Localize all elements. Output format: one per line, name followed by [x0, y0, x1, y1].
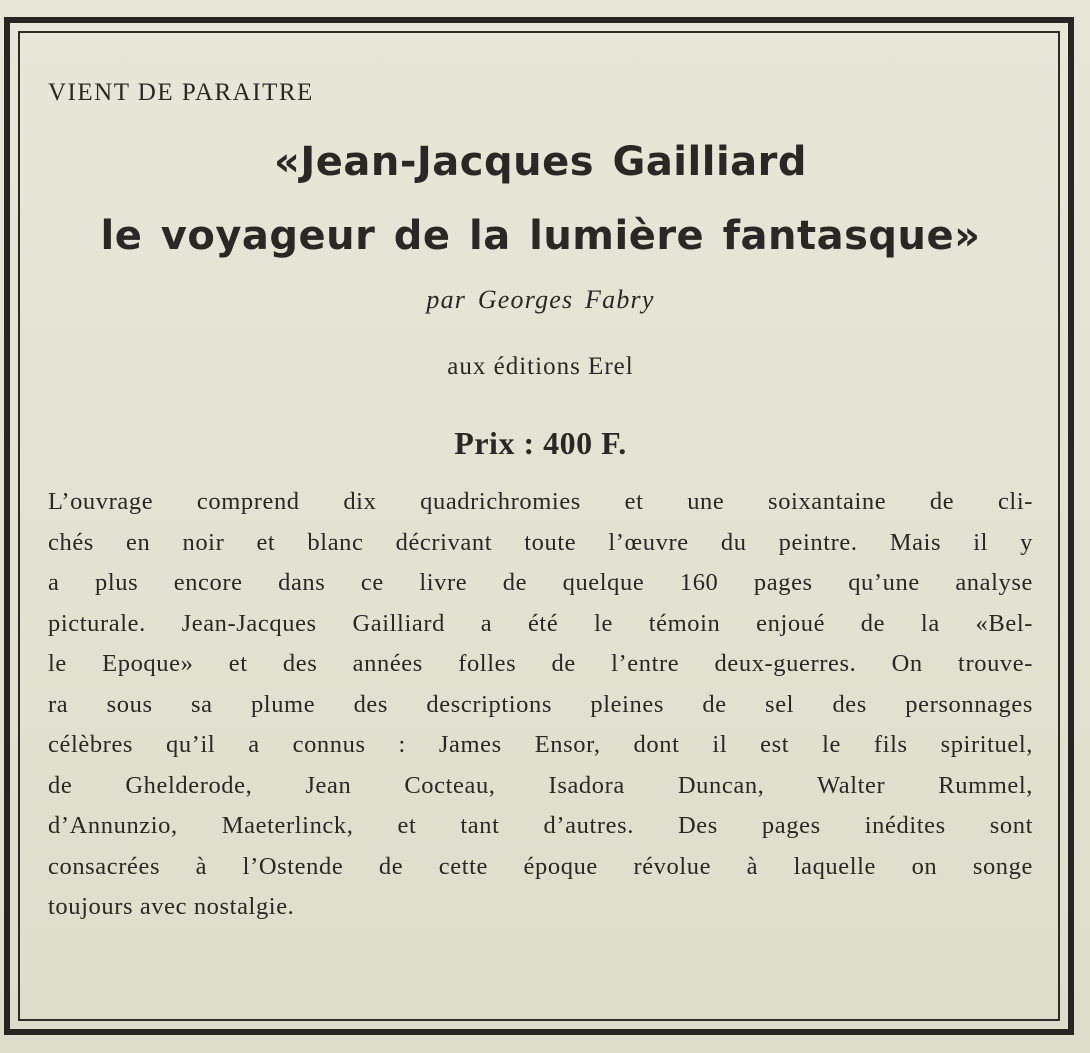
- description-line: L’ouvrage comprend dix quadrichromies et une soixantaine de cli-: [48, 488, 1033, 515]
- book-title: [48, 136, 1033, 262]
- description-line: chés en noir et blanc décrivant toute l’œuvre du peintre. Mais il y: [48, 528, 1033, 556]
- description-line: toujours avec nostalgie.: [48, 893, 295, 920]
- book-title-line-1: «Jean-Jacques Gailliard: [274, 139, 807, 185]
- description-line: célèbres qu’il a connus : James Ensor, dont il est le fils spirituel,: [48, 731, 1033, 758]
- price-line: Prix : 400 F.: [454, 425, 627, 461]
- book-title-line-2: le voyageur de la lumière fantasque»: [100, 213, 981, 259]
- description-line: a plus encore dans ce livre de quelque 160 pages qu’une analyse: [48, 569, 1033, 596]
- notice-content: [48, 70, 1033, 928]
- description-line: ra sous sa plume des descriptions pleines de sel des personnages: [48, 690, 1033, 718]
- description-line: de Ghelderode, Jean Cocteau, Isadora Duncan, Walter Rummel,: [48, 771, 1033, 799]
- description-line: le Epoque» et des années folles de l’entre deux-guerres. On trouve-: [48, 650, 1033, 677]
- kicker-text: VIENT DE PARAITRE: [48, 79, 314, 106]
- description-paragraph: [48, 482, 1033, 928]
- publisher-line: aux éditions Erel: [447, 353, 634, 380]
- description-line: consacrées à l’Ostende de cette époque révolue à laquelle on songe: [48, 852, 1033, 880]
- description-line: picturale. Jean-Jacques Gailliard a été le témoin enjoué de la «Bel-: [48, 609, 1033, 637]
- author-line: par Georges Fabry: [426, 285, 655, 314]
- description-line: d’Annunzio, Maeterlinck, et tant d’autres. Des pages inédites sont: [48, 812, 1033, 839]
